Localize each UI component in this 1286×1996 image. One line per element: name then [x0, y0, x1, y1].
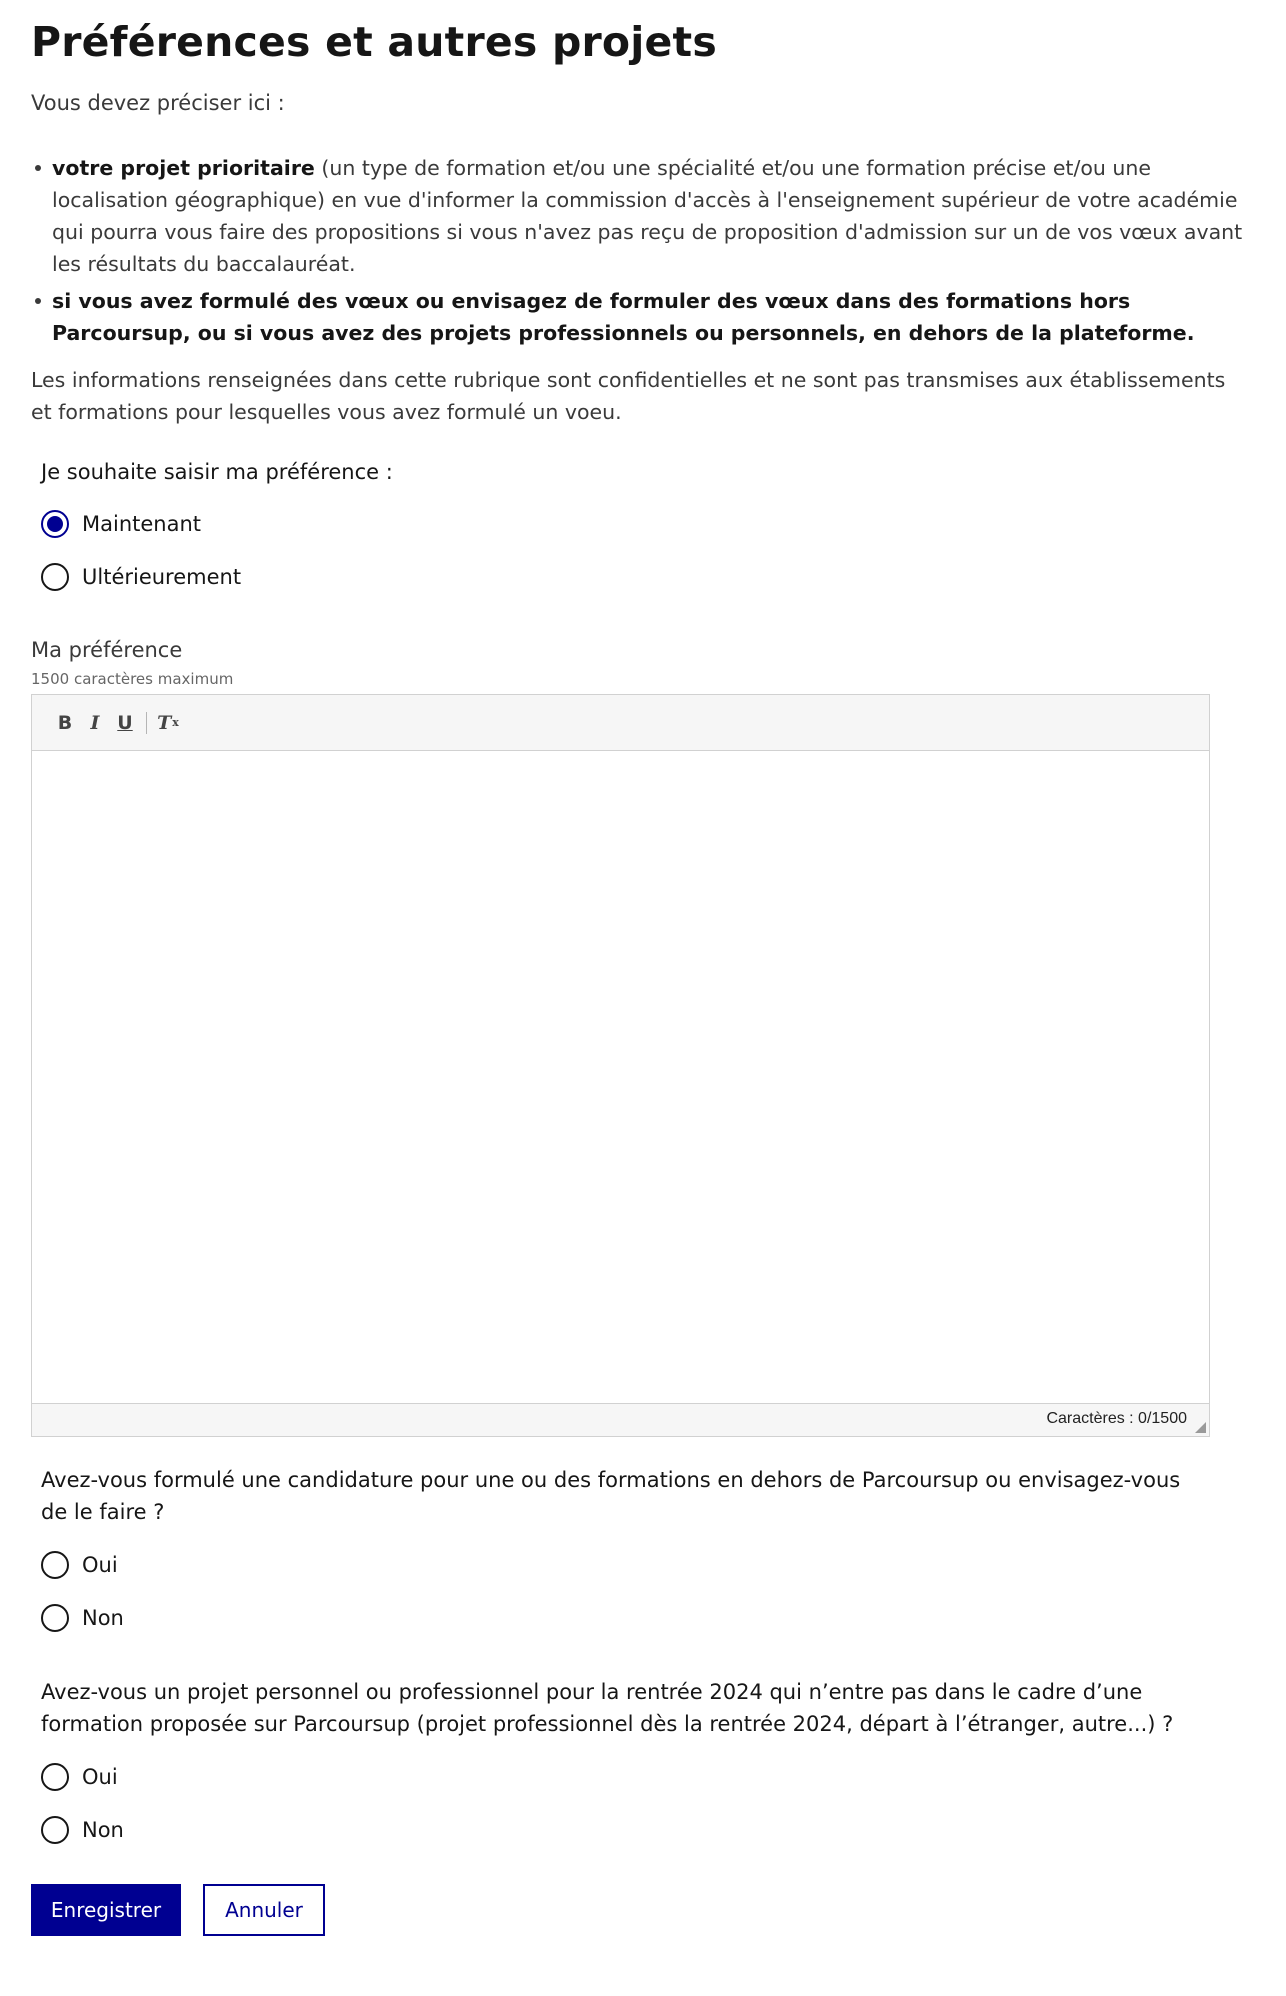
- resize-handle-icon[interactable]: [1195, 1422, 1206, 1433]
- clear-formatting-sub: x: [172, 716, 179, 729]
- intro-text: Vous devez préciser ici :: [31, 91, 285, 115]
- italic-icon[interactable]: I: [90, 711, 100, 734]
- editor-toolbar: [32, 695, 1209, 751]
- radio-label: Ultérieurement: [82, 565, 242, 589]
- clear-formatting-icon[interactable]: [153, 708, 183, 738]
- radio-label: Non: [82, 1818, 124, 1842]
- question-other-formations: Avez-vous formulé une candidature pour une ou des formations en dehors de Parcoursup ou envisagez-vous de le faire ?: [41, 1468, 1181, 1524]
- toolbar-separator: [146, 712, 147, 734]
- clear-formatting-glyph: T: [157, 711, 172, 734]
- confidentiality-notice: Les informations renseignées dans cette rubrique sont confidentielles et ne sont pas transmises aux établissements et formations pour lesquelles vous avez formulé un voeu.: [31, 368, 1226, 424]
- bold-icon[interactable]: B: [57, 711, 73, 734]
- radio-ulterieurement[interactable]: [41, 561, 241, 593]
- radio-personal-project-non[interactable]: [41, 1814, 124, 1846]
- character-counter: Caractères : 0/1500: [1046, 1410, 1187, 1427]
- list-item-text: (un type de formation et/ou une spécialité et/ou une formation précise et/ou une localisation géographique) en vue d'informer la commission d'accès à l'enseignement supérieur de votre académie qui pourra vous faire des propositions si vous n'avez pas reçu de proposition d'admission sur un de vos vœux avant les résultats du baccalauréat.: [52, 156, 1243, 276]
- preference-textarea[interactable]: [32, 751, 1209, 1404]
- list-item: [52, 152, 1252, 280]
- radio-personal-project-oui[interactable]: [41, 1761, 118, 1793]
- page-title: Préférences et autres projets: [31, 18, 717, 66]
- radio-unchecked-icon[interactable]: [41, 1816, 69, 1844]
- radio-maintenant[interactable]: [41, 508, 201, 540]
- editor-footer: [32, 1403, 1209, 1436]
- preference-hint: 1500 caractères maximum: [31, 670, 234, 688]
- radio-checked-icon[interactable]: [41, 510, 69, 538]
- radio-label: Oui: [82, 1765, 118, 1789]
- cancel-button[interactable]: Annuler: [203, 1884, 325, 1936]
- save-button[interactable]: Enregistrer: [31, 1884, 181, 1936]
- radio-unchecked-icon[interactable]: [41, 1551, 69, 1579]
- radio-unchecked-icon[interactable]: [41, 1763, 69, 1791]
- radio-label: Non: [82, 1606, 124, 1630]
- radio-label: Maintenant: [82, 512, 202, 536]
- preference-label: Ma préférence: [31, 638, 183, 662]
- question-personal-project: Avez-vous un projet personnel ou professionnel pour la rentrée 2024 qui n’entre pas dans le cadre d’une formation proposée sur Parcoursup (projet professionnel dès la rentrée 2024, départ à l’étranger, autre...) ?: [41, 1680, 1174, 1736]
- preference-timing-legend: Je souhaite saisir ma préférence :: [41, 460, 393, 484]
- list-item-bold: si vous avez formulé des vœux ou envisagez de formuler des vœux dans des formations hors Parcoursup, ou si vous avez des projets professionnels ou personnels, en dehors de la plateforme.: [52, 289, 1195, 345]
- underline-icon[interactable]: U: [117, 711, 133, 734]
- radio-unchecked-icon[interactable]: [41, 563, 69, 591]
- preference-editor: [31, 694, 1210, 1437]
- list-item: [52, 285, 1252, 349]
- radio-other-formations-non[interactable]: [41, 1602, 124, 1634]
- radio-other-formations-oui[interactable]: [41, 1549, 118, 1581]
- instructions-list: [31, 152, 1252, 349]
- radio-unchecked-icon[interactable]: [41, 1604, 69, 1632]
- radio-label: Oui: [82, 1553, 118, 1577]
- list-item-bold: votre projet prioritaire: [52, 156, 315, 180]
